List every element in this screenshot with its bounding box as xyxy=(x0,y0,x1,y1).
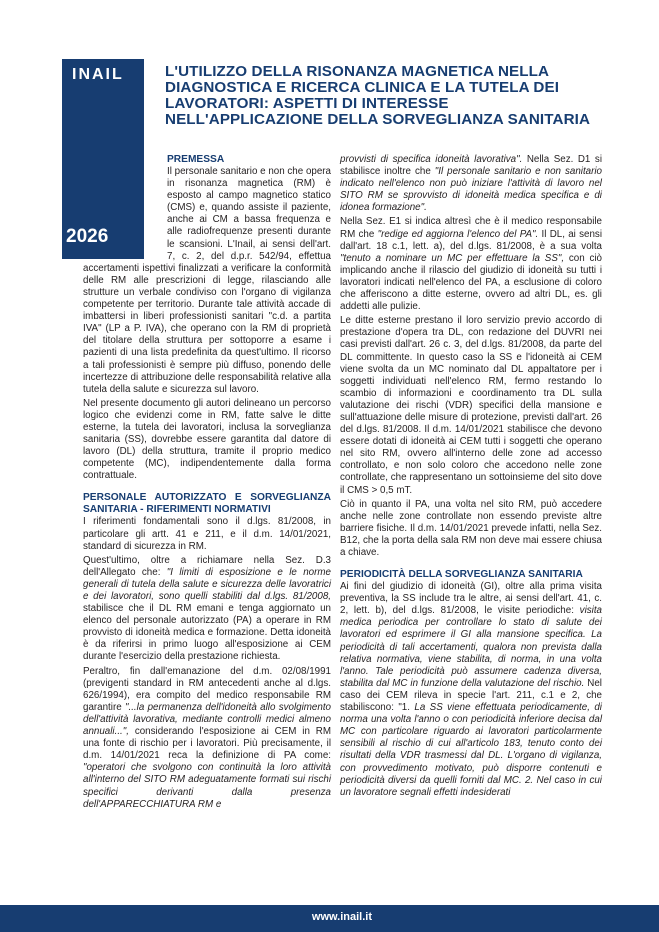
right-column xyxy=(340,154,602,801)
section-heading-periodicita: PERIODICITÀ DELLA SORVEGLIANZA SANITARIA xyxy=(340,569,583,581)
footer-url-link[interactable]: www.inail.it xyxy=(311,911,372,923)
paragraph: Quest'ultimo, oltre a richiamare nella Sez. D.3 dell'Allegato che: "I limiti di esposizione e le norme generali di tutela della salute e sicurezza delle lavoratrici e dei lavoratori, sono quelli stabiliti dal d.lgs. 81/2008, stabilisce che il DL RM emani e tenga aggiornato un elenco del personale autorizzato (PA) a operare in RM provvisto di idoneità medica e formazione. Detta idoneità è da riferirsi in primo luogo all'esposizione ai CEM durante l'esercizio della prestazione richiesta. xyxy=(83,554,331,663)
section-heading-personale: PERSONALE AUTORIZZATO E SORVEGLIANZA SANITARIA - RIFERIMENTI NORMATIVI xyxy=(83,492,331,516)
paragraph: provvisti di specifica idoneità lavorativa". Nella Sez. D1 si stabilisce inoltre che "Il personale sanitario e non sanitario indicato nell'elenco non può iniziare l'attività di lavoro nel SITO RM se sprovvisto di idoneità medica specifica e di idonea formazione". xyxy=(340,154,603,214)
paragraph: Ciò in quanto il PA, una volta nel sito RM, può accedere anche nelle zone controllate non essendo previste altre barriere fisiche. Il d.m. 14/01/2021 prevede infatti, nella Sez. B12, che la porta della sala RM non deve mai essere chiusa a chiave. xyxy=(340,498,602,558)
paragraph: Il personale sanitario e non che opera in risonanza magnetica (RM) è esposto al campo magnetico statico (CMS) e, quando assiste il paziente, anche ai CM a bassa frequenza e alle radiofrequenze presenti durante le scansioni. L'Inail, ai sensi dell'art. 7, c. 2, del d.p.r. 542/94, effettua accertamenti ispettivi finalizzati a verificare la conformità delle RM alle prescrizioni di legge, rilasciando alle strutture un verbale condiviso con l'organo di vigilanza competente per territorio. Durante tale attività accade di imbattersi in liberi professionisti sanitari "c.d. a partita IVA" (LP a P. IVA), che operano con la RM di proprietà del titolare della struttura per sottoporre a esame i pazienti di una lista predefinita da quest'ultimo. Il ricorso a tali professionisti è sempre più diffuso, ponendo delle incertezze di attribuzione delle responsabilità relative alla tutela della salute e sicurezza sul lavoro. xyxy=(83,166,331,395)
paragraph: Le ditte esterne prestano il loro servizio previo accordo di prestazione d'opera tra DL, con redazione del DUVRI nei casi previsti dall'art. 26 c. 3, del d.lgs. 81/2008, da parte del DL committente. In questo caso la SS e l'idoneità ai CEM viene svolta da un MC nominato dal DL appaltatore per i soggetti individuati nell'elenco RM, fermo restando lo scambio di informazioni e coordinamento tra DL sulla valutazione dei rischi (VDR) specifici della mansione e sull'attuazione delle misure di protezione, previsti dall'art. 26 del d.lgs. 81/2008. Il d.m. 14/01/2021 stabilisce che devono essere dotati di idoneità ai CEM tutti i soggetti che operano nel sito RM, ovvero all'interno delle zone ad accesso controllato, e non solo coloro che accedono nelle zone controllate, che rappresentano un sottoinsieme del sito dove il CMS > 0,5 mT. xyxy=(340,315,602,496)
paragraph: I riferimenti fondamentali sono il d.lgs. 81/2008, in particolare gli artt. 41 e 211, e il d.m. 14/01/2021, standard di sicurezza in RM. xyxy=(83,516,331,552)
paragraph: Nel presente documento gli autori delineano un percorso logico che evidenzi come in RM, fatte salve le ditte esterne, la tutela dei lavoratori, inclusa la sorveglianza sanitaria (SS), dovrebbe essere garantita dal datore di lavoro (DL) della struttura, tramite il proprio medico competente (MC), indipendentemente dalla forma contrattuale. xyxy=(83,397,331,482)
section-heading-premessa: PREMESSA xyxy=(167,154,225,165)
inail-logo: INAIL xyxy=(72,66,124,83)
document-title: L'UTILIZZO DELLA RISONANZA MAGNETICA NELLA DIAGNOSTICA E RICERCA CLINICA E LA TUTELA DEI LAVORATORI: ASPETTI DI INTERESSE NELL'APPLICAZIONE DELLA SORVEGLIANZA SANITARIA xyxy=(165,63,591,128)
year-label: 2026 xyxy=(66,226,109,247)
paragraph: Nella Sez. E1 si indica altresì che è il medico responsabile RM che "redige ed aggiorna l'elenco del PA". Il DL, ai sensi dall'art. 18 c.1, lett. a), del d.lgs. 81/2008, è a sua volta "tenuto a nominare un MC per effettuare la SS", con ciò implicando anche il rilascio del giudizio di idoneità su tutti i lavoratori indicati nell'elenco del PA, a esclusione di coloro che afferiscono a ditte esterne, ovvero ad altri DL, es. gli addetti alle pulizie. xyxy=(340,216,602,313)
paragraph: Ai fini del giudizio di idoneità (GI), oltre alla prima visita preventiva, la SS include tra le altre, ai sensi dell'art. 41, c. 2, lett. b), del d.lgs. 81/2008, le visite periodiche: visita medica periodica per controllare lo stato di salute dei lavoratori ed esprimere il GI alla mansione specifica. La periodicità di tali accertamenti, qualora non prevista dalla relativa normativa, viene stabilita, di norma, in una volta l'anno. Tale periodicità può assumere cadenza diversa, stabilita dal MC in funzione della valutazione del rischio. Nel caso dei CEM rileva in specie l'art. 211, c.1 e 2, che stabiliscono: "1. La SS viene effettuata periodicamente, di norma una volta l'anno o con periodicità inferiore decisa dal MC con particolare riguardo ai lavoratori particolarmente sensibili al rischio di cui all'articolo 183, tenuto conto dei risultati della VDR trasmessi dal DL. L'organo di vigilanza, con provvedimento motivato, può disporre contenuti e periodicità diversi da quelli forniti dal MC. 2. Nel caso in cui un lavoratore segnali effetti indesiderati xyxy=(340,581,602,798)
band-spacer xyxy=(83,154,167,262)
paragraph: Peraltro, fin dall'emanazione del d.m. 02/08/1991 (previgenti standard in RM antecedenti anche al d.lgs. 626/1994), era compito del medico responsabile RM garantire "...la permanenza dell'idoneità allo svolgimento dell'attività lavorativa, mediante controlli medici almeno annuali...", considerando l'esposizione ai CEM in RM una fonte di rischio per i lavoratori. Più precisamente, il d.m. 14/01/2021 reca la definizione di PA come: "operatori che svolgono con continuità la loro attività all'interno del SITO RM adeguatamente formati sui rischi specifici derivanti dalla presenza dell'APPARECCHIATURA RM e xyxy=(83,665,331,810)
left-column xyxy=(83,154,331,813)
